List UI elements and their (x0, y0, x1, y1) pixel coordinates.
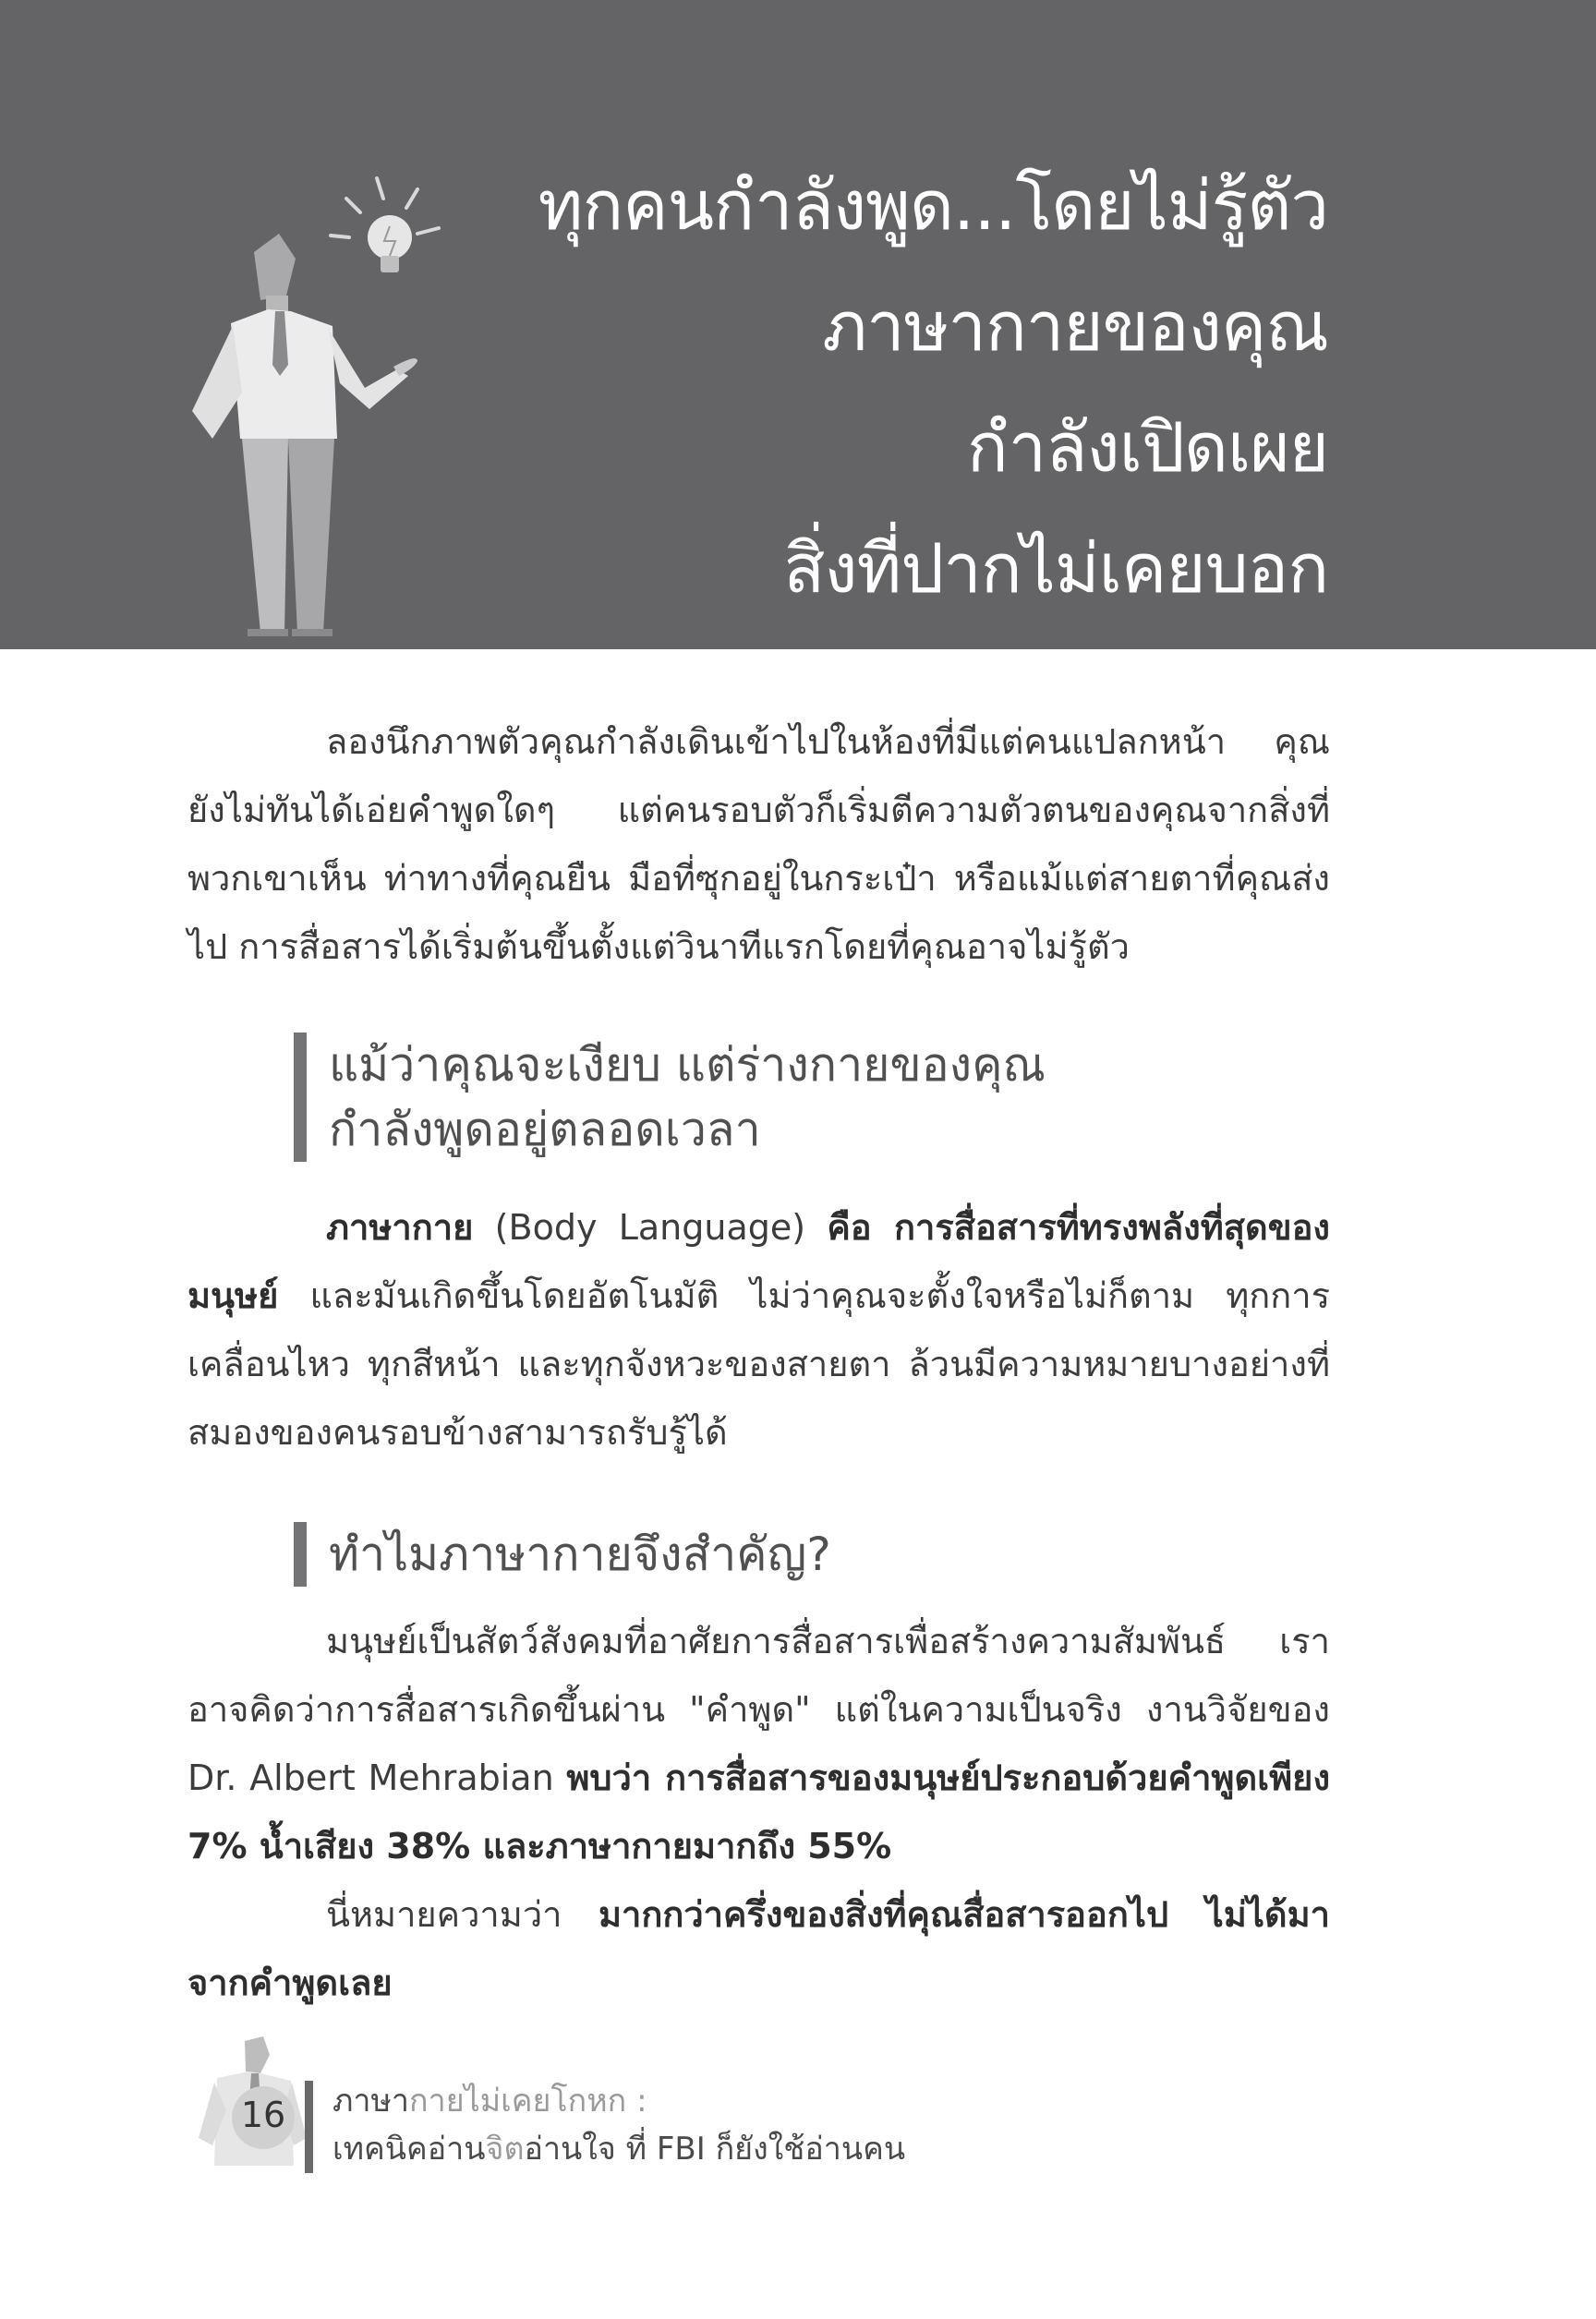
bold-definition: คือ การสื่อสารที่ทรงพลังที่สุดของมนุษย์ (187, 1207, 1330, 1316)
footer-title-line-1 (332, 2077, 905, 2125)
headline-line-1: ทุกคนกำลังพูด...โดยไม่รู้ตัว (538, 166, 1328, 246)
section2-paragraph-block (187, 1607, 1330, 2017)
section-heading-2-line-1: ทำไมภาษากายจึงสำคัญ? (329, 1528, 831, 1581)
headline-line-4: สิ่งที่ปากไม่เคยบอก (783, 529, 1328, 609)
footer-text-span: เทคนิคอ่าน (332, 2131, 486, 2168)
intro-paragraph-block (187, 707, 1330, 981)
bold-statistic: พบว่า การสื่อสารของมนุษย์ประกอบด้วยคำพูดเพียง 7% น้ำเสียง 38% และภาษากายมากถึง 55% (187, 1757, 1330, 1866)
text-span: มนุษย์เป็นสัตว์สังคมที่อาศัยการสื่อสารเพื่อสร้างความสัมพันธ์ เราอาจคิดว่าการสื่อสารเกิดขึ้นผ่าน "คำพูด" แต่ในความเป็นจริง งานวิจัยของ Dr. Albert Mehrabian (187, 1621, 1330, 1798)
headline-line-3: กำลังเปิดเผย (966, 408, 1328, 488)
footer-text-highlight: จิต (485, 2131, 525, 2168)
page-footer (194, 2036, 933, 2175)
text-span: และมันเกิดขึ้นโดยอัตโนมัติ ไม่ว่าคุณจะตั้งใจหรือไม่ก็ตาม ทุกการเคลื่อนไหว ทุกสีหน้า และทุกจังหวะของสายตา ล้วนมีความหมายบางอย่างที่สมองของคนรอบข้างสามารถรับรู้ได้ (187, 1275, 1330, 1453)
section-heading-2 (294, 1522, 831, 1587)
headline-line-2: ภาษากายของคุณ (822, 287, 1328, 367)
section1-paragraph (187, 1193, 1330, 1467)
footer-text-highlight: กายไม่เคยโกหก : (409, 2083, 647, 2120)
header-banner (0, 0, 1596, 649)
section-heading-1-line-2: กำลังพูดอยู่ตลอดเวลา (329, 1103, 761, 1156)
text-span: (Body Language) (473, 1207, 828, 1248)
footer-text-span: ภาษา (332, 2083, 410, 2120)
footer-book-title (332, 2077, 905, 2173)
text-span: นี่หมายความว่า (326, 1894, 598, 1935)
bold-conclusion: มากกว่าครึ่งของสิ่งที่คุณสื่อสารออกไป ไม่ได้มาจากคำพูดเลย (187, 1894, 1330, 2003)
bold-term: ภาษากาย (326, 1207, 474, 1248)
section-heading-1 (294, 1033, 1046, 1162)
footer-title-line-2 (332, 2125, 905, 2173)
intro-paragraph: ลองนึกภาพตัวคุณกำลังเดินเข้าไปในห้องที่มีแต่คนแปลกหน้า คุณยังไม่ทันได้เอ่ยคำพูดใดๆ แต่คนรอบตัวก็เริ่มตีความตัวตนของคุณจากสิ่งที่พวกเขาเห็น ท่าทางที่คุณยืน มือที่ซุกอยู่ในกระเป๋า หรือแม้แต่สายตาที่คุณส่งไป การสื่อสารได้เริ่มต้นขึ้นตั้งแต่วินาทีแรกโดยที่คุณอาจไม่รู้ตัว (187, 721, 1330, 967)
section2-paragraph-1 (187, 1607, 1330, 1880)
section1-paragraph-block (187, 1193, 1330, 1467)
headline (538, 146, 1328, 630)
section-heading-1-line-1: แม้ว่าคุณจะเงียบ แต่ร่างกายของคุณ (329, 1038, 1046, 1092)
footer-text-span: อ่านใจ ที่ FBI ก็ยังใช้อ่านคน (524, 2131, 906, 2168)
man-with-lightbulb-icon (175, 171, 453, 637)
page-number: 16 (240, 2095, 286, 2135)
footer-divider (305, 2081, 313, 2173)
section2-paragraph-2 (187, 1880, 1330, 2017)
